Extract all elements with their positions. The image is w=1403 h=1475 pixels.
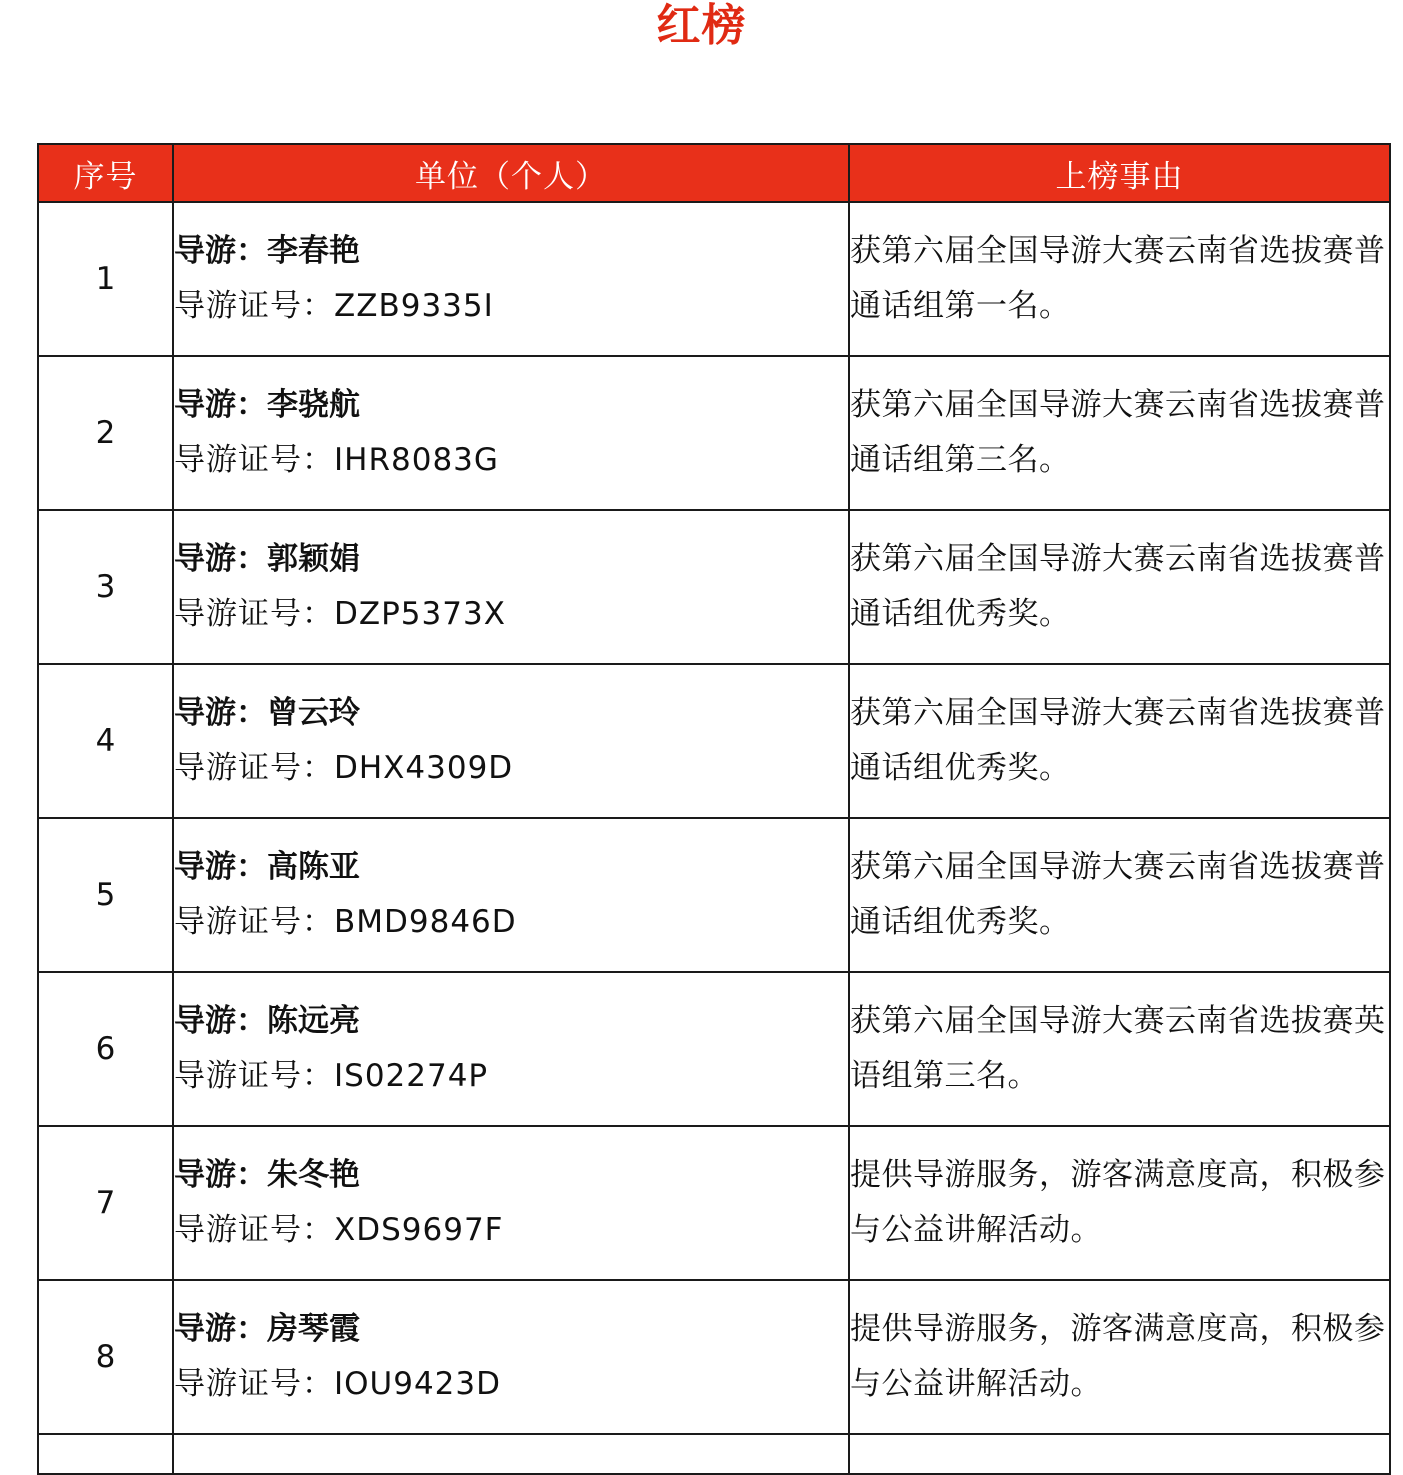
reason-cell: 提供导游服务，游客满意度高，积极参与公益讲解活动。: [849, 1126, 1390, 1280]
page-title: 红榜: [656, 0, 747, 51]
seq-cell: 1: [38, 202, 173, 356]
reason-cell: 获第六届全国导游大赛云南省选拔赛普通话组第一名。: [849, 202, 1390, 356]
reason-cell: 提供导游服务，游客满意度高，积极参与公益讲解活动。: [849, 1280, 1390, 1434]
unit-cell: [173, 664, 849, 818]
guide-name: 导游：朱冬艳: [174, 1157, 360, 1193]
guide-name: 导游：李春艳: [174, 233, 360, 269]
guide-license: 导游证号：XDS9697F: [174, 1212, 504, 1248]
guide-license: 导游证号：BMD9846D: [174, 904, 517, 940]
guide-name: 导游：郭颖娟: [174, 541, 360, 577]
reason-cell: 获第六届全国导游大赛云南省选拔赛普通话组第三名。: [849, 356, 1390, 510]
guide-license: 导游证号：DHX4309D: [174, 750, 514, 786]
guide-name: 导游：房琴霞: [174, 1311, 360, 1347]
honor-table: [37, 143, 1391, 1475]
unit-cell: [173, 510, 849, 664]
guide-license: 导游证号：ZZB9335I: [174, 288, 494, 324]
seq-cell: 5: [38, 818, 173, 972]
seq-cell: 6: [38, 972, 173, 1126]
table-row: [38, 1280, 1390, 1434]
unit-cell: [173, 1126, 849, 1280]
seq-cell: 2: [38, 356, 173, 510]
table-row: [38, 202, 1390, 356]
guide-license: 导游证号：DZP5373X: [174, 596, 506, 632]
reason-cell: [849, 1434, 1390, 1474]
table-row: [38, 818, 1390, 972]
reason-cell: 获第六届全国导游大赛云南省选拔赛普通话组优秀奖。: [849, 664, 1390, 818]
table-row-partial: [38, 1434, 1390, 1474]
table-row: [38, 664, 1390, 818]
table-header-row: [38, 144, 1390, 202]
guide-license: 导游证号：IS02274P: [174, 1058, 489, 1094]
table-row: [38, 356, 1390, 510]
guide-license: 导游证号：IHR8083G: [174, 442, 499, 478]
seq-cell: 4: [38, 664, 173, 818]
reason-cell: 获第六届全国导游大赛云南省选拔赛英语组第三名。: [849, 972, 1390, 1126]
unit-cell: [173, 818, 849, 972]
reason-cell: 获第六届全国导游大赛云南省选拔赛普通话组优秀奖。: [849, 818, 1390, 972]
header-reason: 上榜事由: [849, 144, 1390, 202]
guide-name: 导游：曾云玲: [174, 695, 360, 731]
unit-cell: [173, 1434, 849, 1474]
seq-cell: [38, 1434, 173, 1474]
header-unit: 单位（个人）: [173, 144, 849, 202]
unit-cell: [173, 972, 849, 1126]
seq-cell: 8: [38, 1280, 173, 1434]
table-row: [38, 972, 1390, 1126]
table-row: [38, 510, 1390, 664]
unit-cell: [173, 1280, 849, 1434]
guide-name: 导游：李骁航: [174, 387, 360, 423]
seq-cell: 7: [38, 1126, 173, 1280]
unit-cell: [173, 356, 849, 510]
reason-cell: 获第六届全国导游大赛云南省选拔赛普通话组优秀奖。: [849, 510, 1390, 664]
guide-name: 导游：陈远亮: [174, 1003, 360, 1039]
table-row: [38, 1126, 1390, 1280]
header-seq: 序号: [38, 144, 173, 202]
guide-license: 导游证号：IOU9423D: [174, 1366, 501, 1402]
guide-name: 导游：高陈亚: [174, 849, 360, 885]
seq-cell: 3: [38, 510, 173, 664]
unit-cell: [173, 202, 849, 356]
